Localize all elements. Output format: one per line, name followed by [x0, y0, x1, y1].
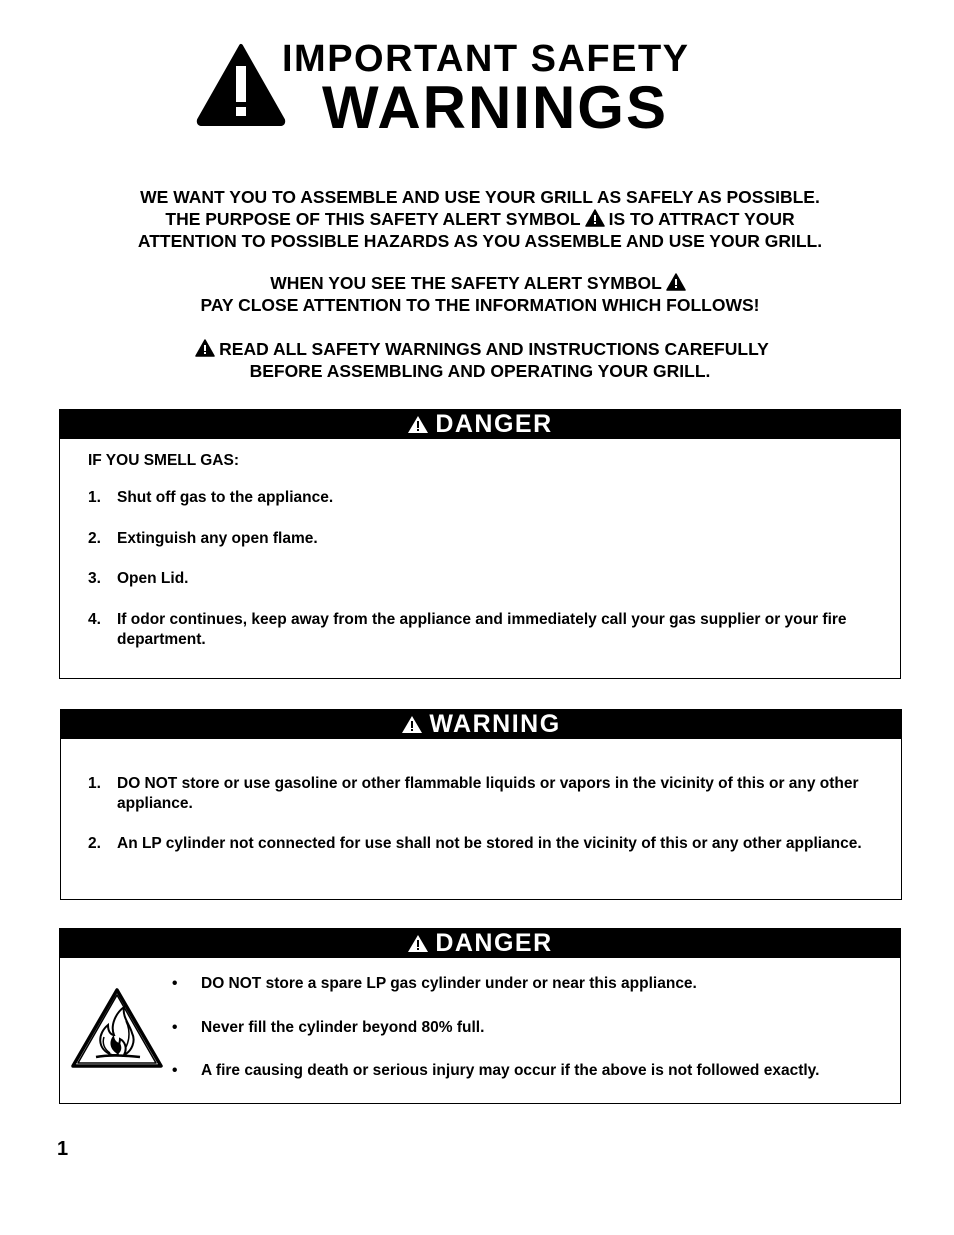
- intro-line: WE WANT YOU TO ASSEMBLE AND USE YOUR GRILL AS SAFELY AS POSSIBLE.: [140, 187, 820, 207]
- safety-alert-icon: [666, 273, 686, 291]
- item-text: A fire causing death or serious injury may occur if the above is not followed exactly.: [201, 1062, 820, 1079]
- item-text: Never fill the cylinder beyond 80% full.: [201, 1018, 485, 1036]
- intro-paragraph-2: [60, 272, 900, 316]
- list-item: [88, 774, 868, 814]
- list-item: [88, 529, 868, 549]
- safety-alert-icon: [195, 339, 215, 357]
- item-number: 4.: [88, 610, 101, 628]
- intro-text: IS TO ATTRACT YOUR: [608, 209, 795, 229]
- warning-header: [61, 710, 901, 739]
- item-text: Open Lid.: [117, 570, 189, 587]
- danger-heading: DANGER: [435, 929, 553, 957]
- danger-heading: DANGER: [435, 410, 553, 438]
- intro-line: [60, 208, 900, 230]
- safety-alert-icon: [407, 934, 429, 953]
- gas-instructions-list: [88, 488, 868, 670]
- item-number: 3.: [88, 570, 101, 587]
- intro-line: BEFORE ASSEMBLING AND OPERATING YOUR GRILL.: [249, 361, 711, 381]
- intro-line: ATTENTION TO POSSIBLE HAZARDS AS YOU ASSEMBLE AND USE YOUR GRILL.: [137, 231, 823, 251]
- intro-line: [60, 272, 900, 294]
- danger-box-gas: [59, 409, 901, 679]
- title-line-1: IMPORTANT SAFETY: [282, 38, 690, 80]
- item-text: DO NOT store a spare LP gas cylinder under or near this appliance.: [201, 975, 697, 992]
- item-text: If odor continues, keep away from the appliance and immediately call your gas supplier or your fire department.: [117, 610, 847, 648]
- intro-paragraph-3: [60, 338, 900, 382]
- intro-paragraph-1: [60, 186, 900, 252]
- intro-text: WHEN YOU SEE THE SAFETY ALERT SYMBOL: [270, 273, 662, 293]
- item-text: Extinguish any open flame.: [117, 529, 318, 547]
- warning-list: [88, 774, 868, 874]
- fire-warning-list: [172, 974, 882, 1105]
- list-item: [172, 1061, 882, 1081]
- safety-alert-icon: [407, 415, 429, 434]
- item-text: An LP cylinder not connected for use shall not be stored in the vicinity of this or any other appliance.: [117, 835, 862, 852]
- list-item: [88, 834, 868, 854]
- item-number: 1.: [88, 489, 101, 506]
- intro-line: [60, 338, 900, 360]
- fire-hazard-icon: [68, 985, 166, 1073]
- item-number: 2.: [88, 529, 101, 547]
- safety-alert-icon: [401, 715, 423, 734]
- list-item: [88, 610, 868, 650]
- danger-box-fire: [59, 928, 901, 1104]
- warning-triangle-icon: [196, 42, 286, 126]
- item-number: 1.: [88, 775, 101, 792]
- bullet: •: [172, 1018, 178, 1036]
- item-number: 2.: [88, 835, 101, 852]
- bullet: •: [172, 975, 178, 992]
- gas-subheading: IF YOU SMELL GAS:: [88, 452, 239, 469]
- list-item: [88, 488, 868, 508]
- item-text: DO NOT store or use gasoline or other flammable liquids or vapors in the vicinity of this or any other appliance.: [117, 775, 859, 812]
- warning-box: [60, 709, 902, 900]
- list-item: [88, 569, 868, 589]
- title-block: [196, 36, 756, 141]
- page-number: 1: [57, 1138, 69, 1160]
- title-line-2: WARNINGS: [322, 74, 668, 141]
- intro-text: THE PURPOSE OF THIS SAFETY ALERT SYMBOL: [165, 209, 581, 229]
- intro-text: READ ALL SAFETY WARNINGS AND INSTRUCTIONS CAREFULLY: [219, 339, 769, 359]
- item-text: Shut off gas to the appliance.: [117, 489, 334, 506]
- list-item: [172, 974, 882, 994]
- intro-line: PAY CLOSE ATTENTION TO THE INFORMATION WHICH FOLLOWS!: [200, 295, 760, 315]
- danger-header: [60, 929, 900, 958]
- danger-header: [60, 410, 900, 439]
- list-item: [172, 1018, 882, 1038]
- safety-alert-icon: [585, 209, 605, 227]
- bullet: •: [172, 1062, 178, 1079]
- warning-heading: WARNING: [429, 710, 561, 738]
